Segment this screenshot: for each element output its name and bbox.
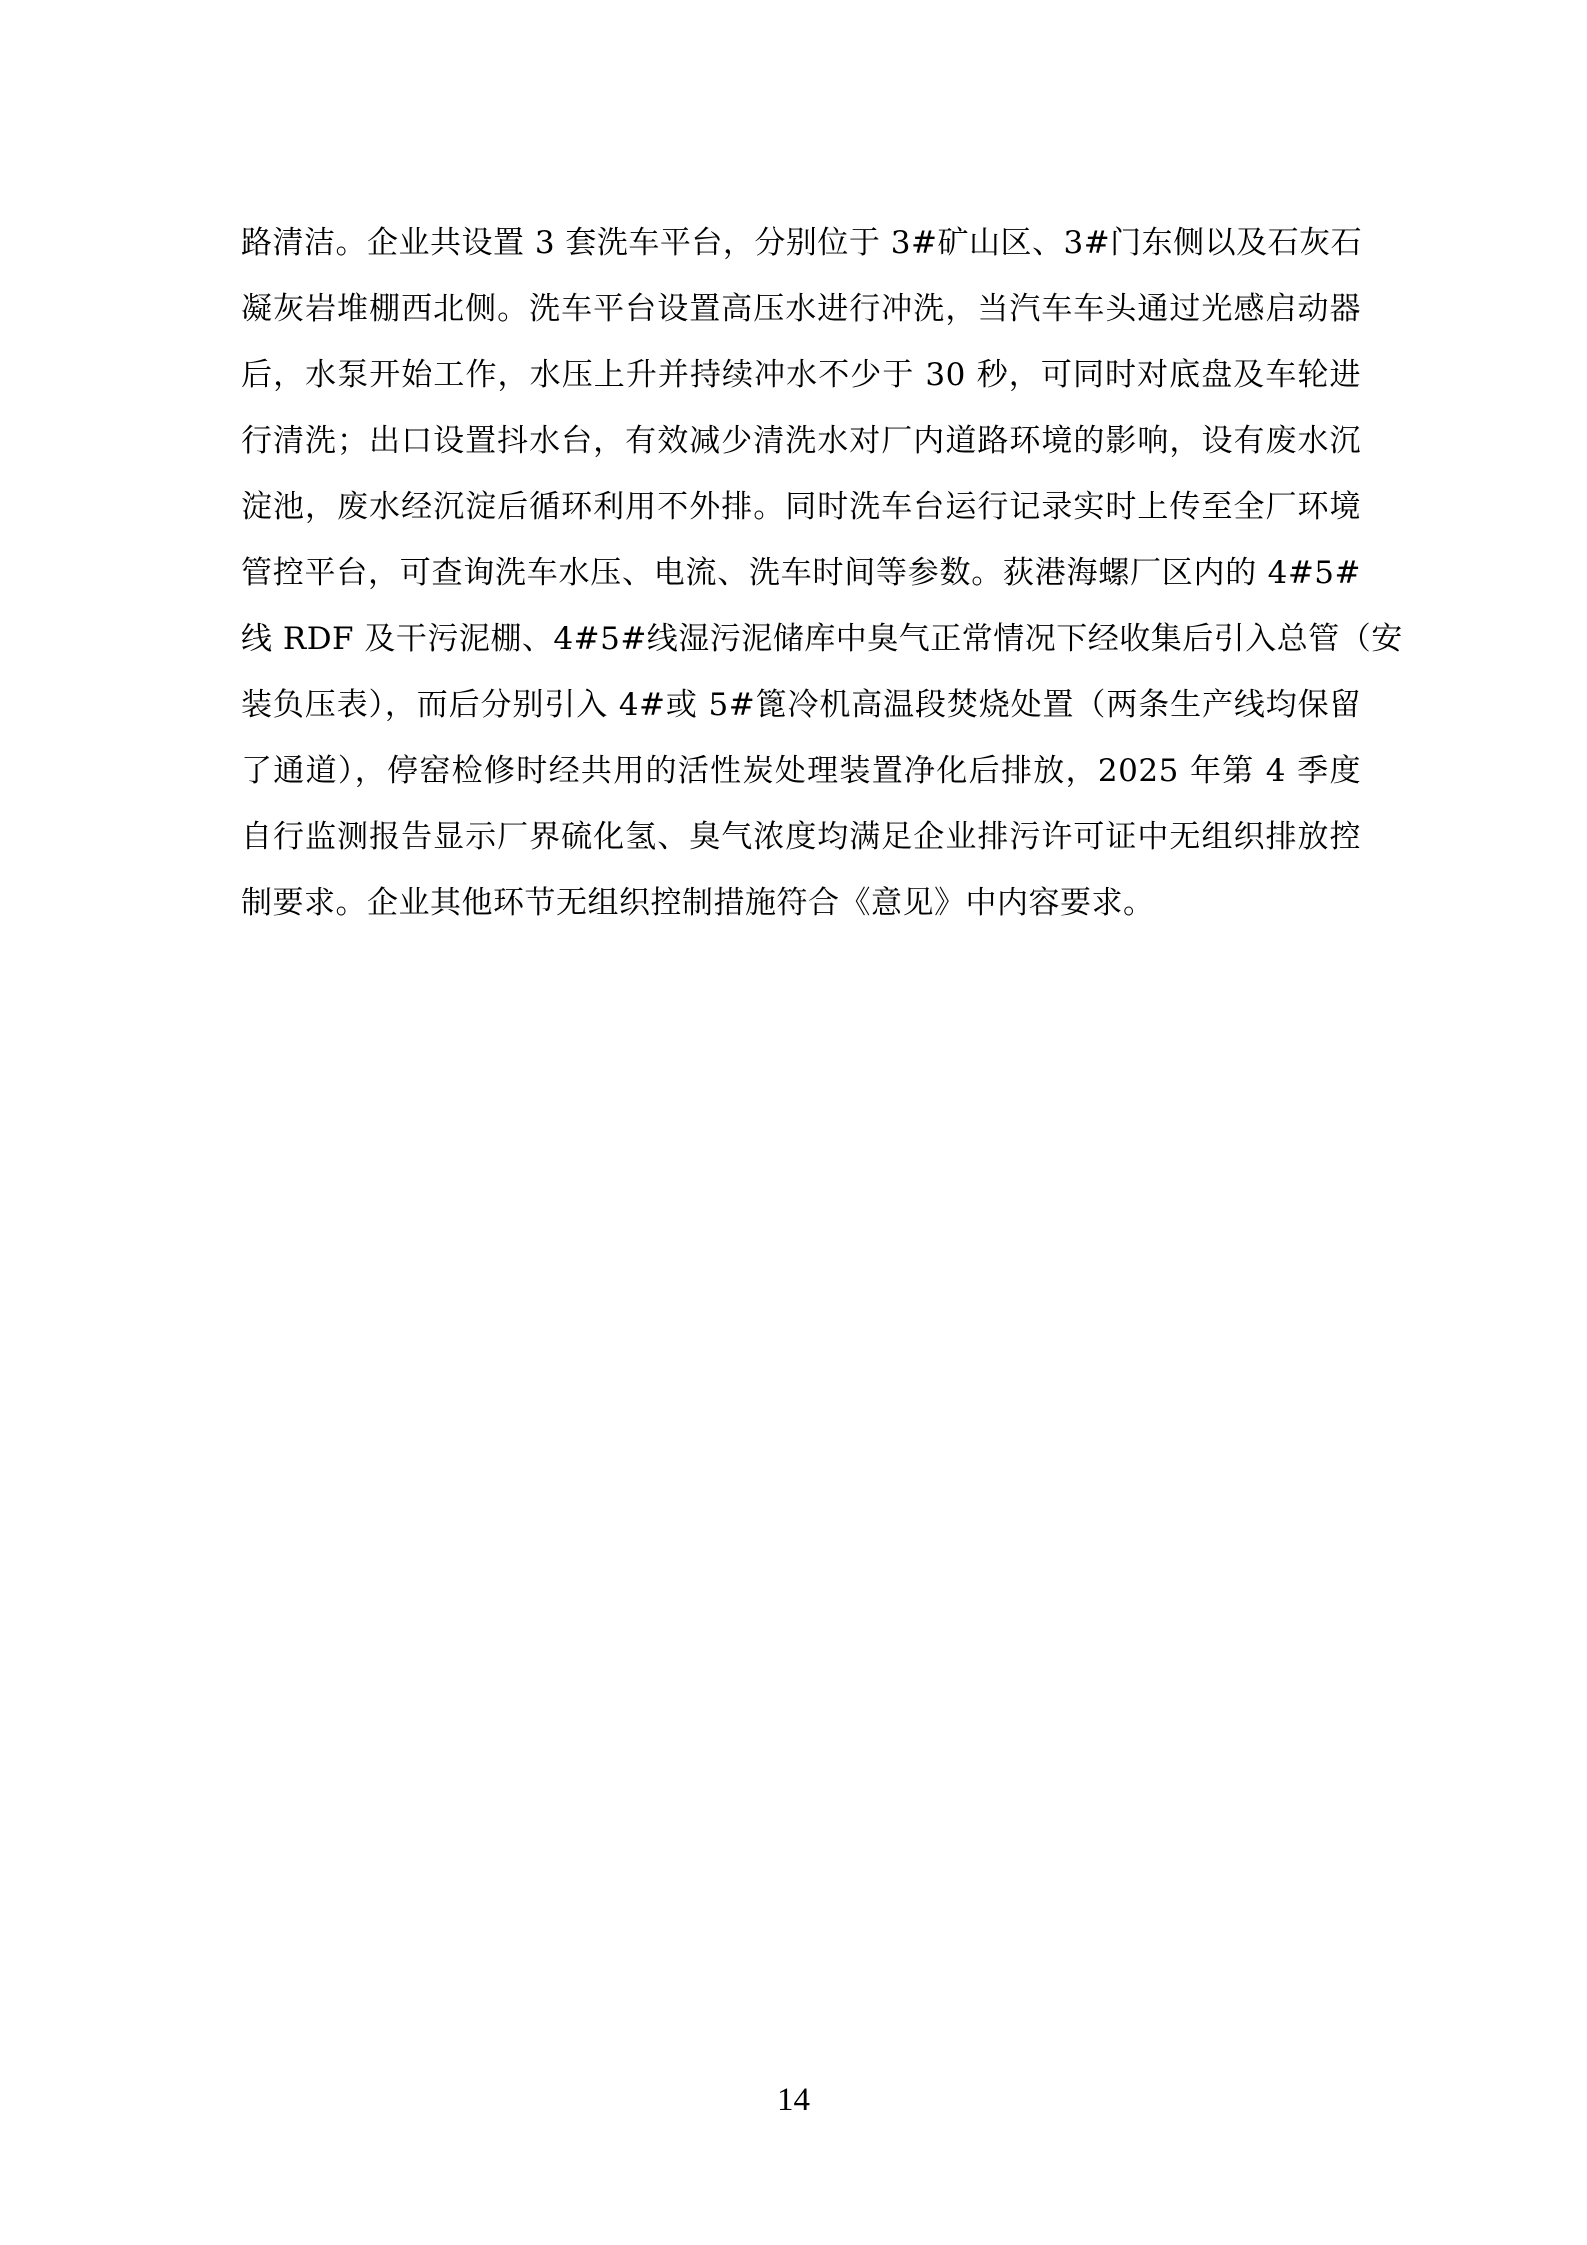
text-line-3: 后，水泵开始工作，水压上升并持续冲水不少于 30 秒，可同时对底盘及车轮进 bbox=[241, 357, 1361, 393]
text-line-4: 行清洗；出口设置抖水台，有效减少清洗水对厂内道路环境的影响，设有废水沉 bbox=[241, 423, 1361, 459]
body-paragraph bbox=[241, 210, 1403, 936]
text-line-6: 管控平台，可查询洗车水压、电流、洗车时间等参数。荻港海螺厂区内的 4#5# bbox=[241, 555, 1361, 591]
text-line-8: 装负压表），而后分别引入 4#或 5#篦冷机高温段焚烧处置（两条生产线均保留 bbox=[241, 687, 1361, 723]
text-line-11: 制要求。企业其他环节无组织控制措施符合《意见》中内容要求。 bbox=[241, 885, 1155, 921]
page-number: 14 bbox=[777, 2082, 810, 2118]
text-line-10: 自行监测报告显示厂界硫化氢、臭气浓度均满足企业排污许可证中无组织排放控 bbox=[241, 819, 1361, 855]
text-line-2: 凝灰岩堆棚西北侧。洗车平台设置高压水进行冲洗，当汽车车头通过光感启动器 bbox=[241, 291, 1361, 327]
text-line-7: 线 RDF 及干污泥棚、4#5#线湿污泥储库中臭气正常情况下经收集后引入总管（安 bbox=[241, 621, 1403, 657]
text-line-9: 了通道），停窑检修时经共用的活性炭处理装置净化后排放，2025 年第 4 季度 bbox=[241, 753, 1361, 789]
text-line-5: 淀池，废水经沉淀后循环利用不外排。同时洗车台运行记录实时上传至全厂环境 bbox=[241, 489, 1361, 525]
text-line-1: 路清洁。企业共设置 3 套洗车平台，分别位于 3#矿山区、3#门东侧以及石灰石 bbox=[241, 225, 1363, 261]
